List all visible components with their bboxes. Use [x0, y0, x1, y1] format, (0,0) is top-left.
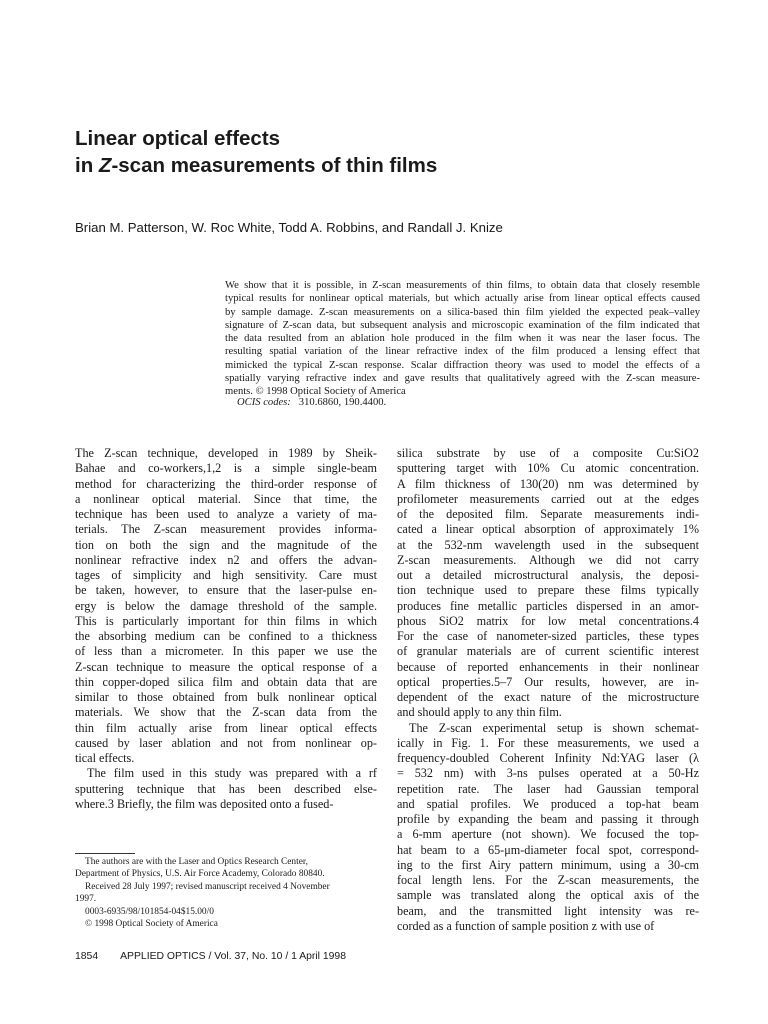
body-text-line: sputtering target with 10% Cu atomic concentration.	[397, 461, 699, 476]
abstract-line: mimicked the typical Z-scan response. Scalar diffraction theory was used to model the effects of a	[225, 359, 700, 371]
body-text-line: of the deposited film. Separate measurements indi-	[397, 507, 699, 521]
title-italic-z: Z	[98, 154, 112, 177]
abstract-line: ments. © 1998 Optical Society of America	[225, 386, 406, 398]
title-line-2-prefix: in	[75, 154, 99, 177]
body-text-line: ically in Fig. 1. For these measurements, we used a	[397, 735, 699, 750]
title-line-2-suffix: -scan measurements of thin films	[111, 154, 438, 177]
body-text-line: ing to the first Airy pattern minimum, using a 30-cm	[397, 857, 699, 872]
abstract-line: signature of Z-scan data, but subsequent analysis and microscopic examination of the film indicated that	[225, 319, 700, 331]
footer-separator: /	[205, 951, 215, 962]
abstract-line: by sample damage. Z-scan measurements on a silica-based thin film yielded the expected peak–valley	[225, 306, 700, 318]
body-text-line: profile by expanding the beam and passing it through	[397, 812, 699, 826]
abstract-line: We show that it is possible, in Z-scan measurements of thin films, to obtain data that closely resemble	[225, 280, 700, 291]
body-text-line: = 532 nm) with 3-ns pulses operated at a 50-Hz	[397, 766, 699, 781]
footnote-affiliation: The authors are with the Laser and Optics Research Center,	[85, 857, 308, 867]
abstract-line: typical results for nonlinear optical materials, but which actually arise from linear optical effects caused	[225, 293, 700, 305]
footnote-rule	[75, 853, 135, 854]
body-text-line: For the case of nanometer-sized particles, these types	[397, 629, 699, 643]
body-text-line: and spatial profiles. We produced a top-hat beam	[397, 796, 699, 811]
footnote-copyright: © 1998 Optical Society of America	[85, 919, 218, 930]
footnote-code: 0003-6935/98/101854-04$15.00/0	[85, 906, 214, 917]
journal-name: APPLIED OPTICS	[120, 951, 206, 962]
body-text-line: thin copper-doped silica film and obtain data that are	[75, 674, 377, 689]
page-number: 1854	[75, 951, 99, 962]
body-text-line: tical effects.	[75, 751, 135, 765]
body-text-line: a nonlinear optical material. Since that time, the	[75, 491, 377, 506]
body-text-line: technique has been used to analyze a variety of ma-	[75, 507, 377, 521]
title-line-1: Linear optical effects	[75, 127, 281, 150]
body-text-line: phous SiO2 matrix for low metal concentrations.4	[397, 613, 699, 628]
body-text-line: This is particularly important for thin films in which	[75, 613, 377, 628]
body-text-line: hat beam to a 65-μm-diameter focal spot, correspond-	[397, 842, 699, 857]
body-text-line: and should apply to any thin film.	[397, 705, 562, 720]
body-text-line: of less than a micrometer. In this paper we use the	[75, 644, 377, 659]
footnote-affiliation-cont: Department of Physics, U.S. Air Force Academy, Colorado 80840.	[75, 869, 325, 880]
body-text-line: a 6-mm aperture (not shown). We focused the top-	[397, 827, 699, 842]
body-text-line: thin film actually arise from linear optical effects	[75, 720, 377, 735]
body-text-line: produces fine metallic particles dispersed in an amor-	[397, 598, 699, 613]
body-text-line: sputtering technique that has been described else-	[75, 781, 377, 796]
body-text-line: tages of simplicity and high sensitivity. Care must	[75, 568, 377, 582]
body-text-line: of granular materials are of current scientific interest	[397, 644, 699, 659]
body-text-line: terials. The Z-scan measurement provides informa-	[75, 522, 377, 537]
abstract	[225, 279, 700, 399]
body-text-line: corded as a function of sample position z with use of	[397, 918, 655, 933]
body-text-line: because of reported enhancements in their nonlinear	[397, 659, 699, 674]
body-text-line: Bahae and co-workers,1,2 is a simple single-beam	[75, 461, 377, 476]
abstract-line: the data resulted from an ablation hole produced in the film when it was near the laser focus. The	[225, 333, 700, 345]
body-text-line: A film thickness of 130(20) nm was determined by	[397, 476, 699, 491]
body-text-line: The Z-scan technique, developed in 1989 by Sheik-	[75, 446, 377, 460]
body-text-line: The film used in this study was prepared with a rf	[87, 766, 377, 781]
abstract-line: spatially varying refractive index and gave results that qualitatively agreed with the Z-scan measure-	[225, 373, 700, 385]
body-text-line: at the 532-nm wavelength used in the subsequent	[397, 537, 699, 552]
body-text-line: where.3 Briefly, the film was deposited onto a fused-	[75, 796, 334, 811]
body-text-line: focal length lens. For the Z-scan measurements, the	[397, 873, 699, 887]
journal-volume: Vol. 37, No. 10	[214, 951, 283, 962]
ocis-label: OCIS codes:	[237, 397, 291, 408]
body-text-line: similar to those obtained from bulk nonlinear optical	[75, 690, 377, 704]
body-text-line: beam, and the transmitted light intensity was re-	[397, 903, 699, 918]
body-text-line: silica substrate by use of a composite Cu:SiO2	[397, 446, 699, 460]
ocis-codes	[237, 397, 386, 408]
title-line-2	[75, 152, 695, 179]
body-text-line: materials. We show that the Z-scan data from the	[75, 705, 377, 720]
body-text-line: sample was translated along the optical axis of the	[397, 888, 699, 903]
body-text-line: profilometer measurements carried out at the edges	[397, 491, 699, 506]
body-text-line: out a detailed microstructural analysis, the deposi-	[397, 568, 699, 582]
body-text-line: cated a linear optical absorption of approximately 1%	[397, 522, 699, 537]
ocis-values: 310.6860, 190.4400.	[298, 397, 387, 408]
body-text-line: ergy is below the damage threshold of the sample.	[75, 598, 377, 613]
body-text-line: tion technique used to prepare these films typically	[397, 583, 699, 598]
body-text-line: tion on both the sign and the magnitude of the	[75, 537, 377, 552]
issue-date: 1 April 1998	[291, 951, 346, 962]
footnote-received: Received 28 July 1997; revised manuscript received 4 November	[85, 881, 330, 892]
footnotes	[75, 856, 377, 930]
author-list: Brian M. Patterson, W. Roc White, Todd A. Robbins, and Randall J. Knize	[75, 220, 503, 235]
body-text-line: the absorbing medium can be confined to a thickness	[75, 629, 377, 643]
body-text-line: be taken, however, to ensure that the laser-pulse en-	[75, 583, 377, 598]
article-title	[75, 125, 695, 179]
body-column-right	[397, 446, 699, 934]
footer-separator-2: /	[282, 951, 292, 962]
body-text-line: Z-scan technique to measure the optical response of a	[75, 659, 377, 674]
body-text-line: The Z-scan experimental setup is shown schemat-	[409, 720, 699, 735]
body-text-line: repetition rate. The laser had Gaussian temporal	[397, 781, 699, 796]
body-text-line: Z-scan measurements. Although we did not carry	[397, 552, 699, 567]
body-column-left	[75, 446, 377, 812]
body-text-line: frequency-doubled Coherent Infinity Nd:YAG laser (λ	[397, 751, 699, 765]
body-text-line: caused by laser ablation and not from nonlinear op-	[75, 735, 377, 750]
body-text-line: method for characterizing the third-order response of	[75, 476, 377, 491]
body-text-line: nonlinear refractive index n2 and offers the advan-	[75, 552, 377, 567]
body-text-line: dependent of the exact nature of the microstructure	[397, 690, 699, 704]
page-footer	[75, 951, 346, 962]
abstract-line: resulting spatial variation of the linear refractive index of the film produced a lensing effect that	[225, 346, 700, 358]
footnote-received-cont: 1997.	[75, 894, 97, 905]
body-text-line: optical properties.5–7 Our results, however, are in-	[397, 674, 699, 689]
